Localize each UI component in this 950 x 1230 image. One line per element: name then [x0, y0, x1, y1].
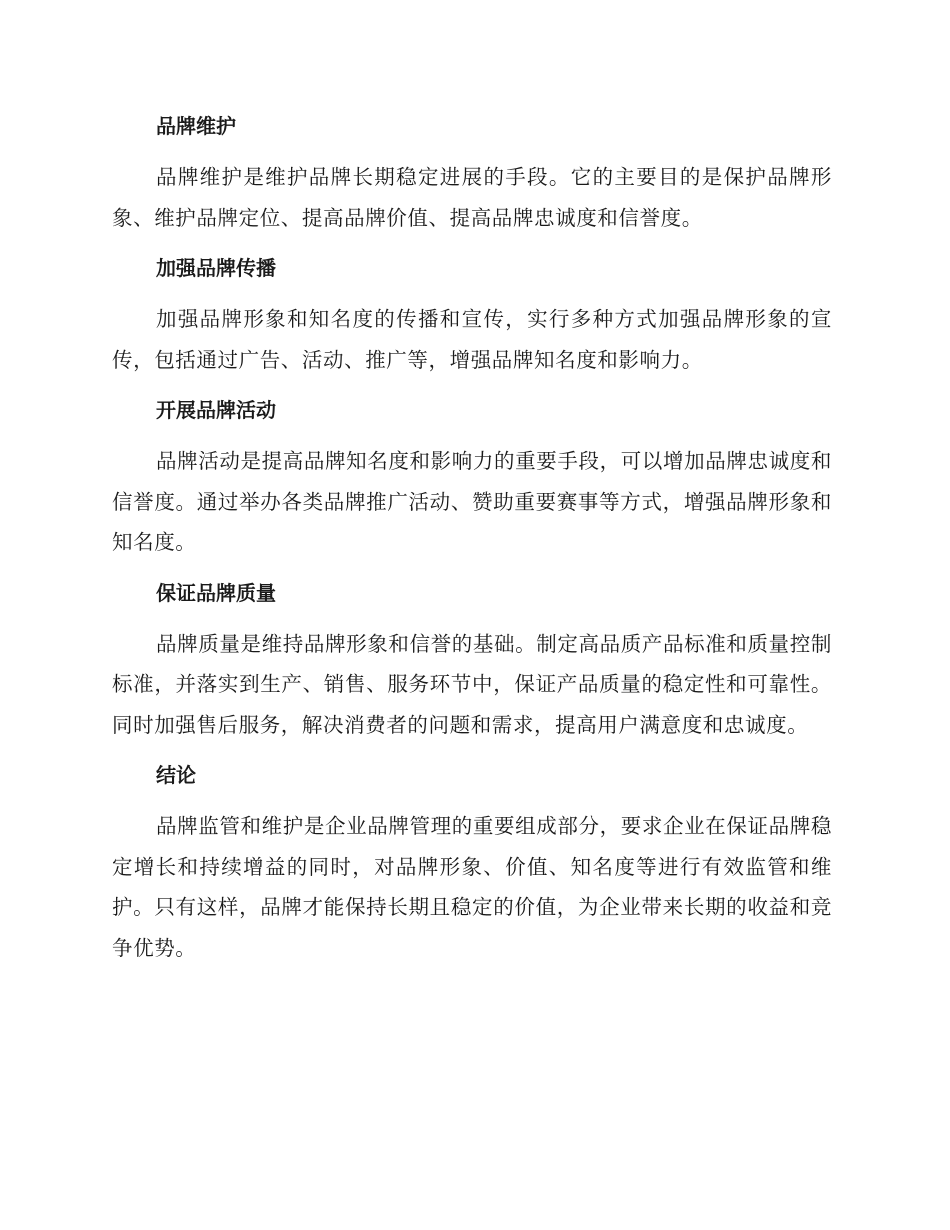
section-heading-conclusion: 结论 — [156, 763, 196, 787]
section-paragraph-conclusion: 品牌监管和维护是企业品牌管理的重要组成部分，要求企业在保证品牌稳定增长和持续增益的同时，对品牌形象、价值、知名度等进行有效监管和维护。只有这样，品牌才能保持长期且稳定的价值，为企业带来长期的收益和竞争优势。 — [112, 814, 832, 960]
section-paragraph-brand-quality: 品牌质量是维持品牌形象和信誉的基础。制定高品质产品标准和质量控制标准，并落实到生产、销售、服务环节中，保证产品质量的稳定性和可靠性。同时加强售后服务，解决消费者的问题和需求，提高用户满意度和忠诚度。 — [112, 631, 832, 737]
section-heading-brand-activities: 开展品牌活动 — [156, 398, 276, 422]
document-body — [112, 106, 832, 978]
section-heading-brand-maintenance: 品牌维护 — [156, 114, 236, 138]
section-paragraph-brand-maintenance: 品牌维护是维护品牌长期稳定进展的手段。它的主要目的是保护品牌形象、维护品牌定位、提高品牌价值、提高品牌忠诚度和信誉度。 — [112, 165, 832, 230]
section-heading-brand-communication: 加强品牌传播 — [156, 256, 276, 280]
section-paragraph-brand-communication: 加强品牌形象和知名度的传播和宣传，实行多种方式加强品牌形象的宣传，包括通过广告、活动、推广等，增强品牌知名度和影响力。 — [112, 307, 832, 372]
section-heading-brand-quality: 保证品牌质量 — [156, 580, 276, 605]
section-paragraph-brand-activities: 品牌活动是提高品牌知名度和影响力的重要手段，可以增加品牌忠诚度和信誉度。通过举办各类品牌推广活动、赞助重要赛事等方式，增强品牌形象和知名度。 — [112, 449, 832, 554]
